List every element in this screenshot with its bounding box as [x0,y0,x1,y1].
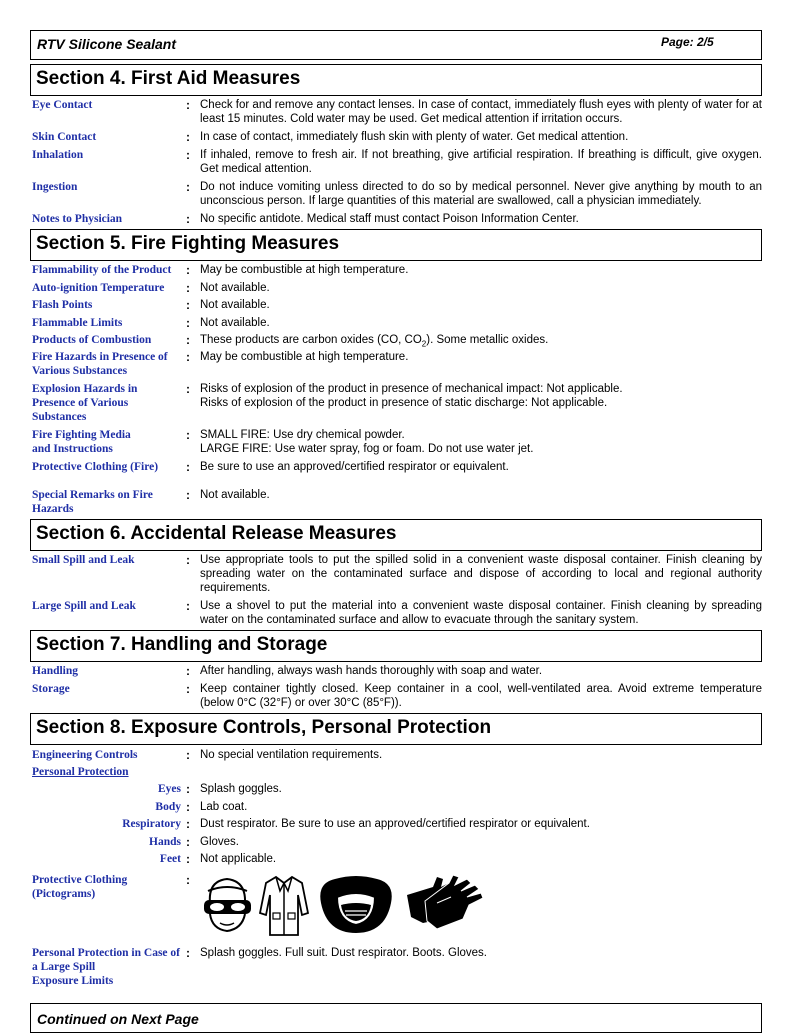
gloves-icon [403,873,489,935]
field-value: No special ventilation requirements. [200,749,383,761]
field-value: Splash goggles. Full suit. Dust respirator. Boots. Gloves. [200,947,487,959]
colon: : [186,782,190,796]
field-label: Fire Hazards in Presence of Various Substances [32,351,168,377]
colon: : [186,460,190,474]
field-label: Special Remarks on Fire Hazards [32,489,153,515]
field-label: Notes to Physician [32,213,123,225]
field-label: Eyes [158,783,181,795]
colon: : [186,852,190,866]
colon: : [186,428,190,442]
field-label: Hands [149,836,181,848]
field-value: Not applicable. [200,853,277,865]
field-label: Exposure Limits [32,975,114,987]
field-value: Be sure to use an approved/certified respirator or equivalent. [200,461,509,473]
section-title: Section 4. First Aid Measures [36,68,301,89]
field-label: Protective Clothing (Pictograms) [32,874,128,900]
section-title: Section 5. Fire Fighting Measures [36,233,340,254]
colon: : [186,130,190,144]
field-value: Lab coat. [200,801,248,813]
colon: : [186,817,190,831]
field-label: Personal Protection [32,766,129,778]
colon: : [186,382,190,396]
field-label: Flash Points [32,299,93,311]
colon: : [186,946,190,960]
colon: : [186,664,190,678]
colon: : [186,148,190,162]
continued-note: Continued on Next Page [37,1011,199,1027]
value-text: These products are carbon oxides (CO, CO [200,334,422,346]
section-5-header [30,229,762,261]
field-value [200,382,762,410]
field-label: Products of Combustion [32,334,152,346]
field-value [200,428,762,456]
colon: : [186,835,190,849]
field-value: Dust respirator. Be sure to use an approved/certified respirator or equivalent. [200,818,590,830]
colon: : [186,298,190,312]
value-line: LARGE FIRE: Use water spray, fog or foam. Do not use water jet. [200,443,534,455]
field-label: Small Spill and Leak [32,554,135,566]
field-value: In case of contact, immediately flush skin with plenty of water. Get medical attention. [200,131,629,143]
field-value: If inhaled, remove to fresh air. If not breathing, give artificial respiration. If breathing is difficult, give oxygen. Get medical attention. [200,149,762,175]
goggles-icon [200,873,255,935]
colon: : [186,748,190,762]
field-label: Handling [32,665,79,677]
section-8-header [30,713,762,745]
field-value: Use appropriate tools to put the spilled solid in a convenient waste disposal container. Finish cleaning by spreading water on the contaminated surface and dispose of according to local and regional authority requirements. [200,554,762,594]
field-value [200,333,762,351]
colon: : [186,873,190,887]
field-value: After handling, always wash hands thoroughly with soap and water. [200,665,543,677]
field-label: Auto-ignition Temperature [32,282,165,294]
field-label: Personal Protection in Case of a Large Spill [32,947,180,973]
colon: : [186,180,190,194]
colon: : [186,333,190,347]
field-value: Not available. [200,282,270,294]
field-value: No specific antidote. Medical staff must contact Poison Information Center. [200,213,579,225]
field-label: Flammable Limits [32,317,123,329]
section-7-header [30,630,762,662]
section-4-header [30,64,762,96]
document-title: RTV Silicone Sealant [37,36,177,52]
document-footer [30,1003,762,1033]
dust-respirator-icon [315,873,397,937]
colon: : [186,263,190,277]
field-label: Flammability of the Product [32,264,172,276]
field-label: Feet [159,853,181,865]
field-value: Splash goggles. [200,783,282,795]
field-label: Explosion Hazards in Presence of Various Substances [32,383,138,423]
field-value: Keep container tightly closed. Keep container in a cool, well-ventilated area. Avoid extreme temperature (below 0°C (32°F) or over 30°C (85°F)). [200,683,762,709]
colon: : [186,682,190,696]
field-value: Not available. [200,489,270,501]
field-label: Body [155,801,181,813]
colon: : [186,281,190,295]
field-value: Check for and remove any contact lenses. In case of contact, immediately flush eyes with plenty of water for at least 15 minutes. Cold water may be used. Get medical attention if irritation occurs. [200,99,762,125]
field-value: Not available. [200,317,270,329]
field-value: May be combustible at high temperature. [200,351,409,363]
document-header [30,30,762,60]
lab-coat-icon [258,873,310,937]
field-label: Fire Fighting Media and Instructions [32,429,131,455]
field-value: Use a shovel to put the material into a convenient waste disposal container. Finish cleaning by spreading water on the contaminated surface and allow to evacuate through the sanitary system. [200,600,762,626]
value-text: ). Some metallic oxides. [426,334,549,346]
value-line: SMALL FIRE: Use dry chemical powder. [200,429,405,441]
colon: : [186,316,190,330]
subscript: 2 [421,339,427,349]
field-label: Engineering Controls [32,749,138,761]
field-value: Not available. [200,299,270,311]
field-label: Storage [32,683,70,695]
field-label: Large Spill and Leak [32,600,136,612]
field-value: Gloves. [200,836,239,848]
colon: : [186,350,190,364]
colon: : [186,553,190,567]
colon: : [186,212,190,226]
field-label: Eye Contact [32,99,93,111]
field-label: Respiratory [122,818,181,830]
colon: : [186,599,190,613]
field-value: May be combustible at high temperature. [200,264,409,276]
section-title: Section 6. Accidental Release Measures [36,523,397,544]
field-label: Skin Contact [32,131,97,143]
colon: : [186,800,190,814]
colon: : [186,98,190,112]
colon: : [186,488,190,502]
value-line: Risks of explosion of the product in presence of static discharge: Not applicable. [200,397,608,409]
field-label: Inhalation [32,149,84,161]
field-label: Ingestion [32,181,78,193]
page-number: Page: 2/5 [661,35,714,49]
section-title: Section 8. Exposure Controls, Personal Protection [36,717,492,738]
field-label: Protective Clothing (Fire) [32,461,159,473]
value-line: Risks of explosion of the product in presence of mechanical impact: Not applicable. [200,383,623,395]
section-6-header [30,519,762,551]
section-title: Section 7. Handling and Storage [36,634,328,655]
field-value: Do not induce vomiting unless directed to do so by medical personnel. Never give anything by mouth to an unconscious person. If large quantities of this material are swallowed, call a physician immediately. [200,181,762,207]
